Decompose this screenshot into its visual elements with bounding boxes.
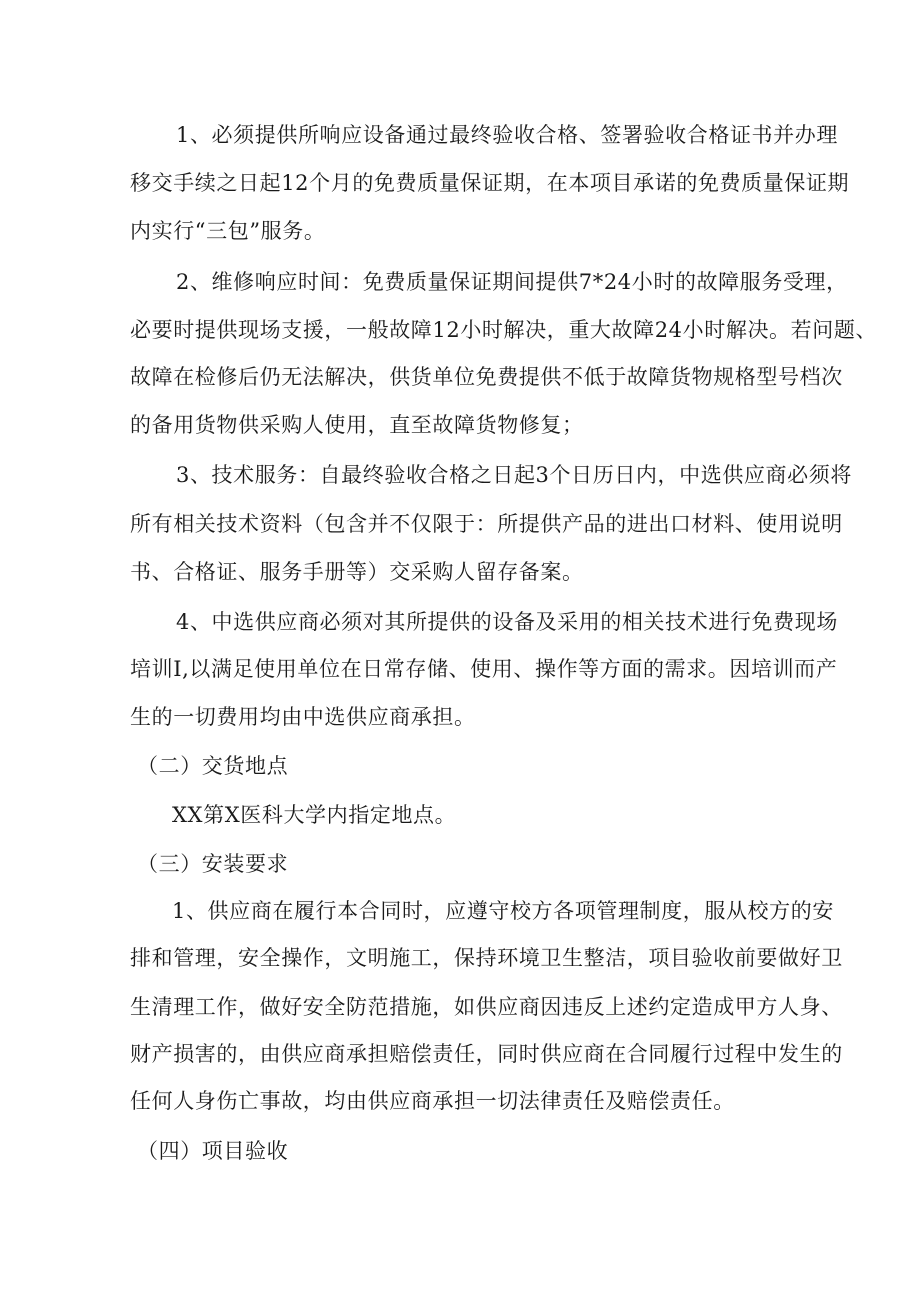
paragraph-line: 4、中选供应商必须对其所提供的设备及采用的相关技术进行免费现场	[176, 610, 838, 634]
section-heading: （四）项目验收	[137, 1139, 289, 1163]
paragraph-line: 财产损害的，由供应商承担赔偿责任，同时供应商在合同履行过程中发生的	[130, 1042, 843, 1066]
paragraph-line: 的备用货物供采购人使用，直至故障货物修复；	[130, 413, 584, 437]
section-heading: （二）交货地点	[137, 754, 289, 778]
paragraph-line: 任何人身伤亡事故，均由供应商承担一切法律责任及赔偿责任。	[130, 1089, 735, 1113]
paragraph-line: 移交手续之日起12个月的免费质量保证期，在本项目承诺的免费质量保证期	[130, 171, 850, 195]
paragraph-line: 必要时提供现场支援，一般故障12小时解决，重大故障24小时解决。若问题、	[130, 318, 878, 342]
section-heading: （三）安装要求	[137, 852, 289, 876]
paragraph-line: 书、合格证、服务手册等）交采购人留存备案。	[130, 560, 584, 584]
paragraph-line: 1、供应商在履行本合同时，应遵守校方各项管理制度，服从校方的安	[172, 899, 834, 923]
paragraph-line: XX第X医科大学内指定地点。	[172, 803, 457, 827]
paragraph-line: 2、维修响应时间：免费质量保证期间提供7*24小时的故障服务受理，	[176, 270, 848, 294]
paragraph-line: 3、技术服务：自最终验收合格之日起3个日历日内，中选供应商必须将	[176, 463, 852, 487]
paragraph-line: 排和管理，安全操作，文明施工，保持环境卫生整洁，项目验收前要做好卫	[130, 946, 843, 970]
paragraph-line: 生清理工作，做好安全防范措施，如供应商因违反上述约定造成甲方人身、	[130, 995, 843, 1019]
paragraph-line: 故障在检修后仍无法解决，供货单位免费提供不低于故障货物规格型号档次	[130, 365, 843, 389]
paragraph-line: 培训I,以满足使用单位在日常存储、使用、操作等方面的需求。因培训而产	[130, 657, 838, 681]
paragraph-line: 内实行“三包”服务。	[130, 219, 326, 243]
paragraph-line: 生的一切费用均由中选供应商承担。	[130, 705, 476, 729]
paragraph-line: 1、必须提供所响应设备通过最终验收合格、签署验收合格证书并办理	[176, 123, 838, 147]
paragraph-line: 所有相关技术资料（包含并不仅限于：所提供产品的进出口材料、使用说明	[130, 512, 843, 536]
